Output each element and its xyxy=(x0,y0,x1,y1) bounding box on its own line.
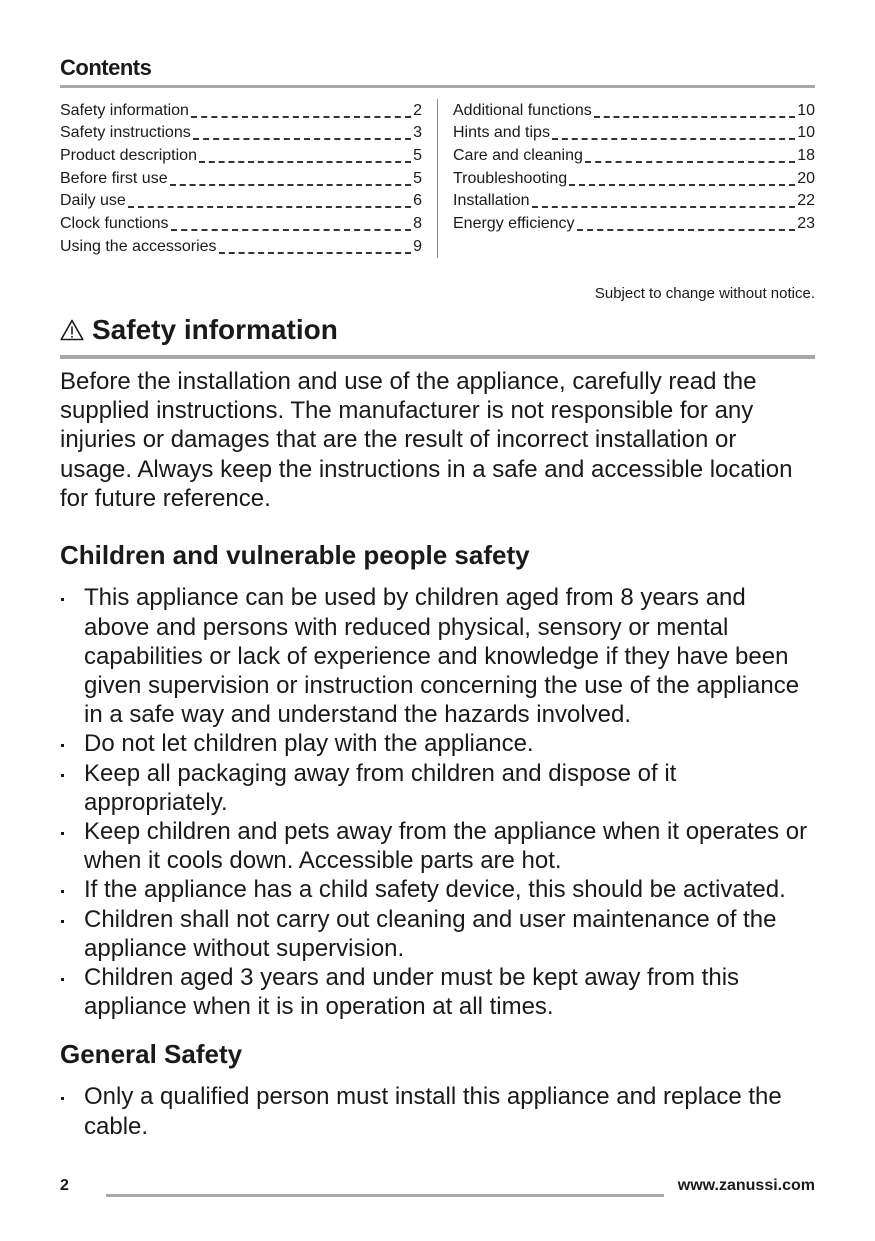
children-safety-list xyxy=(60,583,815,1021)
list-item: Do not let children play with the appliance. xyxy=(60,729,815,758)
list-item: Children shall not carry out cleaning and user maintenance of the appliance without supervision. xyxy=(60,905,815,963)
toc-entry[interactable]: Installation 22 xyxy=(453,192,815,210)
toc-entry[interactable]: Safety information 2 xyxy=(60,101,422,119)
toc-entry[interactable]: Care and cleaning 18 xyxy=(453,147,815,165)
section-rule xyxy=(60,355,815,359)
list-item: If the appliance has a child safety device, this should be activated. xyxy=(60,875,815,904)
toc-entry[interactable]: Additional functions 10 xyxy=(453,101,815,119)
footer-rule xyxy=(106,1194,664,1197)
toc-entry[interactable]: Hints and tips 10 xyxy=(453,124,815,142)
website-link[interactable]: www.zanussi.com xyxy=(677,1177,815,1194)
general-safety-list xyxy=(60,1082,815,1140)
list-item: Children aged 3 years and under must be kept away from this appliance when it is in operation at all times. xyxy=(60,963,815,1021)
toc-entry[interactable]: Troubleshooting 20 xyxy=(453,169,815,187)
list-item: Only a qualified person must install this appliance and replace the cable. xyxy=(60,1082,815,1140)
section-title xyxy=(60,312,815,348)
toc-left-column xyxy=(60,99,438,258)
toc-entry[interactable]: Daily use 6 xyxy=(60,192,422,210)
toc-entry[interactable]: Safety instructions 3 xyxy=(60,124,422,142)
table-of-contents xyxy=(60,99,815,258)
toc-right-column xyxy=(438,99,815,258)
children-safety-title: Children and vulnerable people safety xyxy=(60,540,530,571)
contents-rule xyxy=(60,85,815,88)
toc-entry[interactable]: Before first use 5 xyxy=(60,169,422,187)
toc-entry[interactable]: Product description 5 xyxy=(60,147,422,165)
list-item: This appliance can be used by children aged from 8 years and above and persons with reduced physical, sensory or mental capabilities or lack of experience and knowledge if they have been given supervision or instruction concerning the use of the appliance in a safe way and understand the hazards involved. xyxy=(60,583,815,729)
warning-triangle-icon xyxy=(60,319,84,341)
intro-paragraph: Before the installation and use of the appliance, carefully read the supplied instructions. The manufacturer is not responsible for any injuries or damages that are the result of incorrect installation or usage. Always keep the instructions in a safe and accessible location for future reference. xyxy=(60,367,793,512)
manual-page xyxy=(60,54,815,1141)
list-item: Keep children and pets away from the appliance when it operates or when it cools down. Accessible parts are hot. xyxy=(60,817,815,875)
change-notice: Subject to change without notice. xyxy=(594,284,815,302)
toc-entry[interactable]: Energy efficiency 23 xyxy=(453,215,815,233)
page-footer xyxy=(60,1173,815,1199)
list-item: Keep all packaging away from children and dispose of it appropriately. xyxy=(60,759,815,817)
general-safety-title: General Safety xyxy=(60,1039,243,1070)
toc-entry[interactable]: Clock functions 8 xyxy=(60,215,422,233)
page-number: 2 xyxy=(60,1177,69,1194)
section-title-text: Safety information xyxy=(92,313,338,345)
toc-entry[interactable]: Using the accessories 9 xyxy=(60,237,422,255)
contents-title: Contents xyxy=(60,55,152,80)
